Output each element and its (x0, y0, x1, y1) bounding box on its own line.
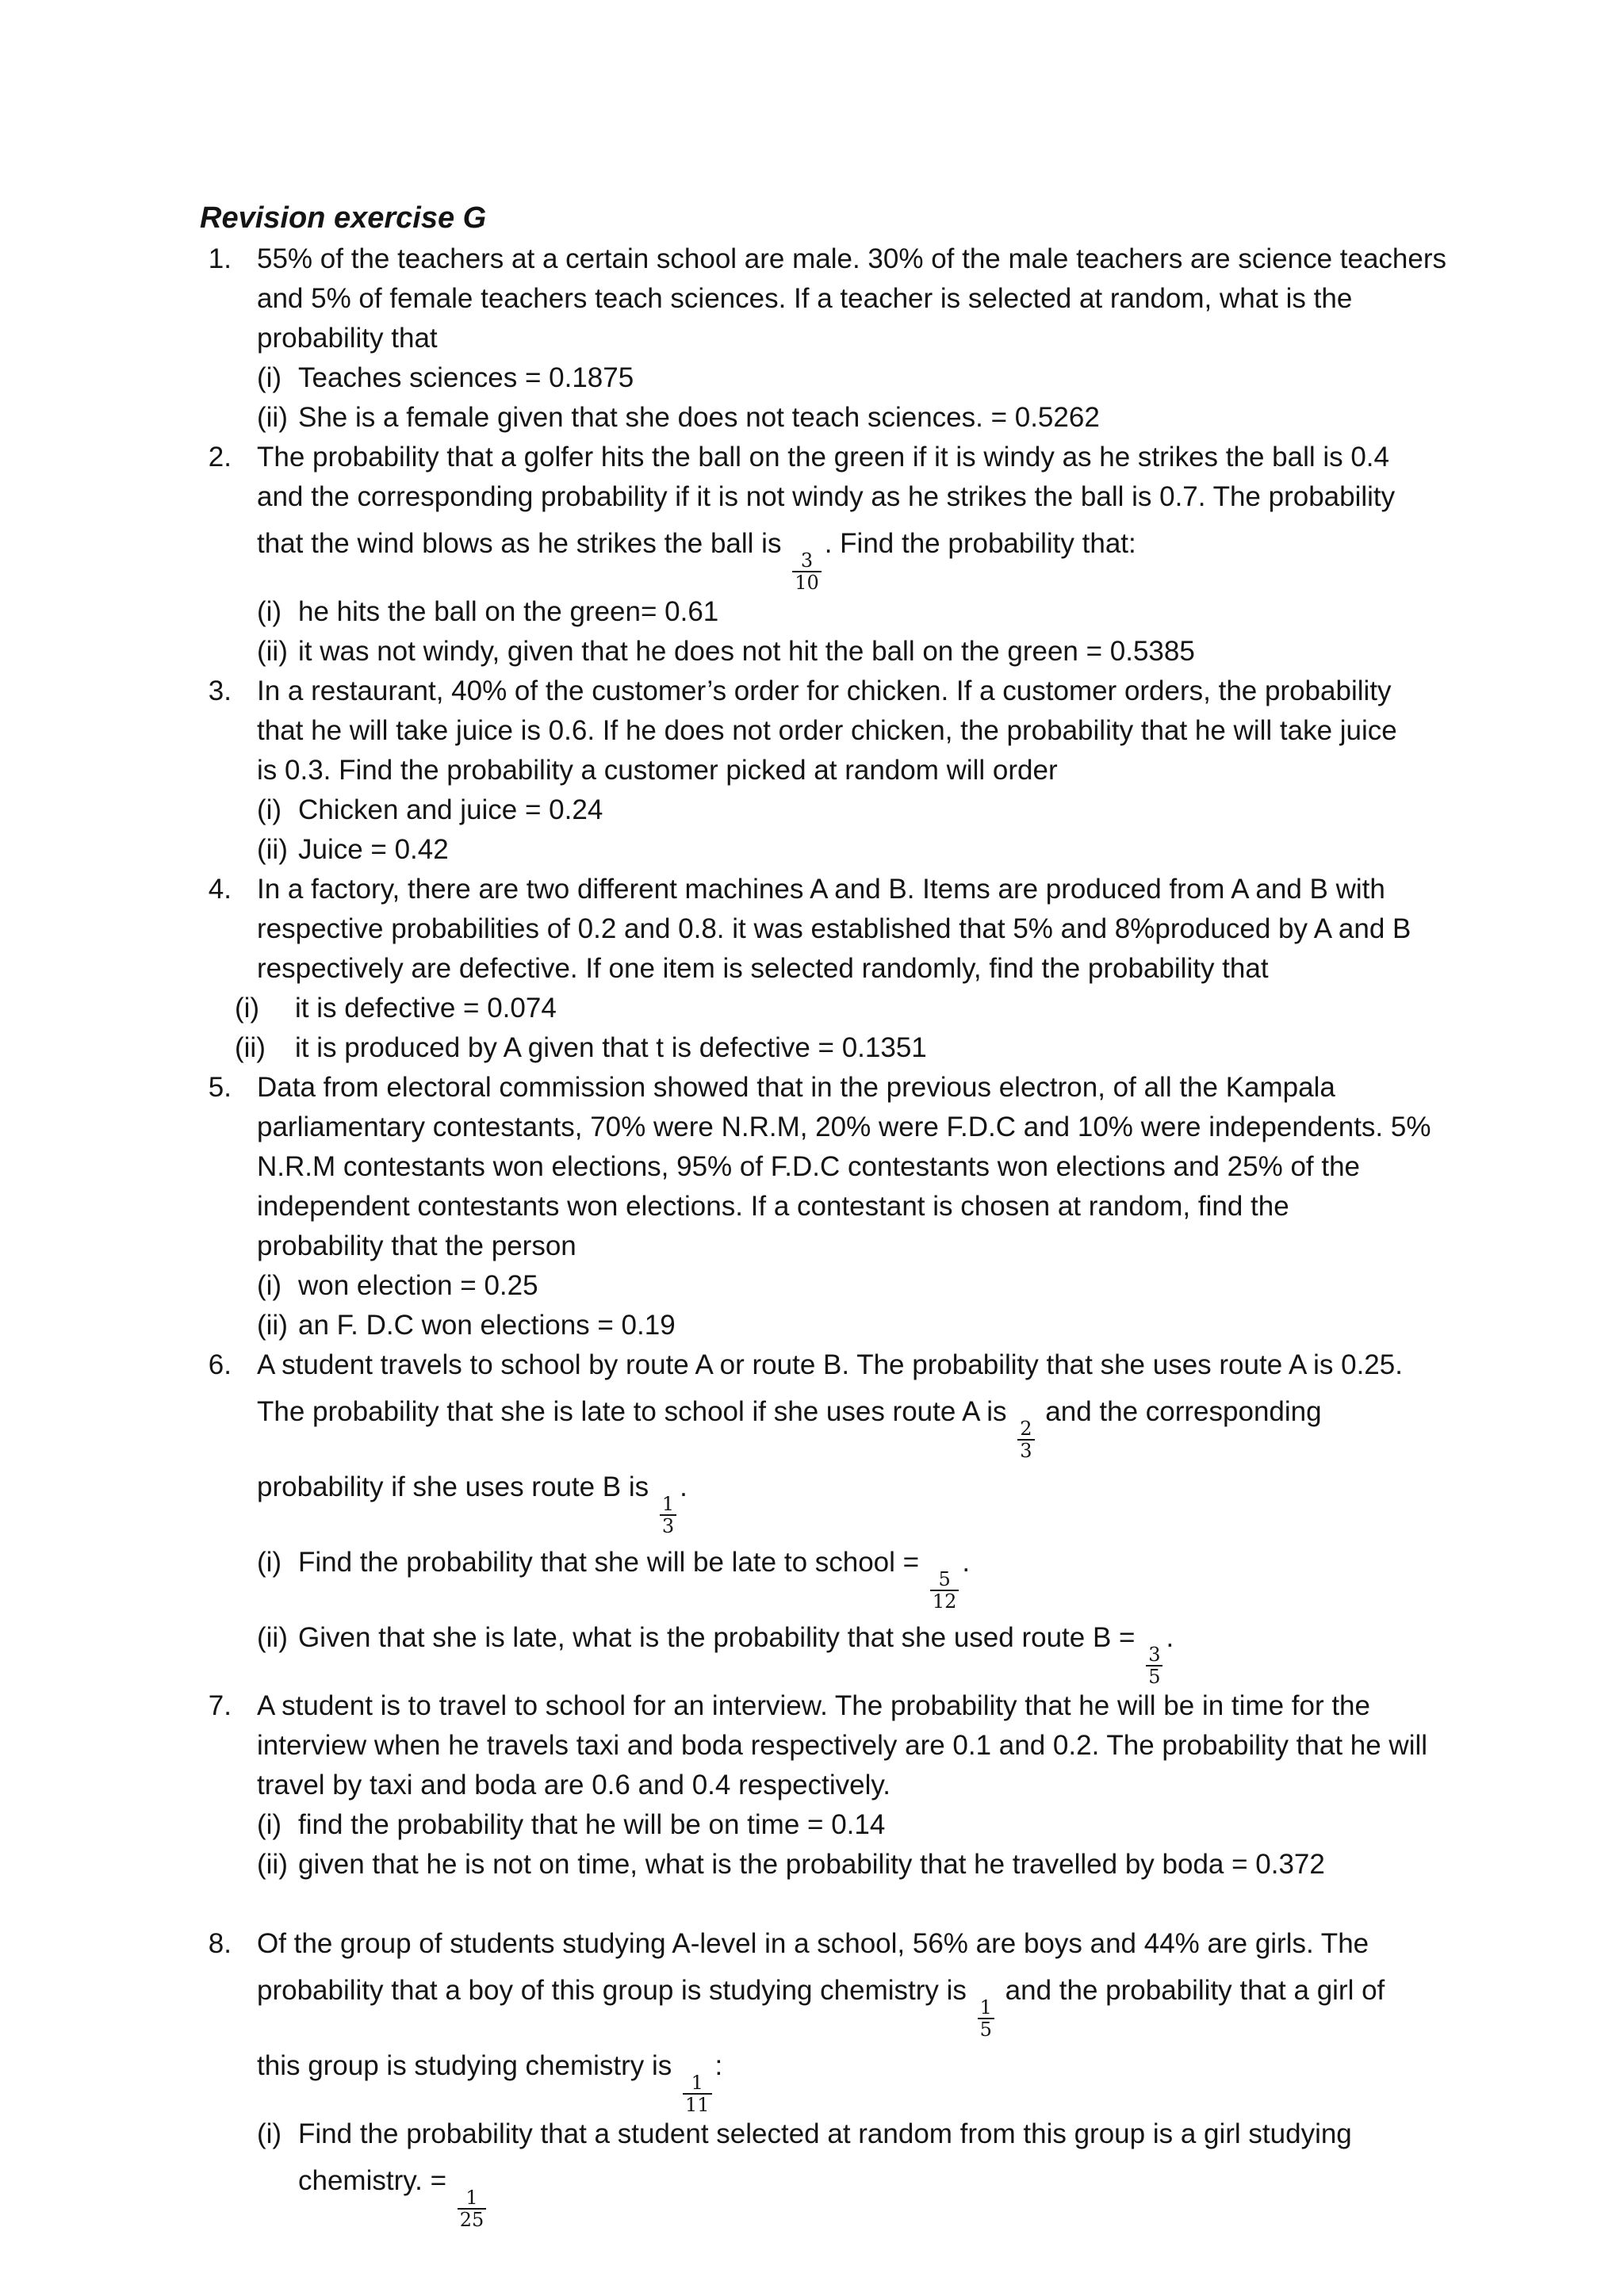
fraction: $\frac{1}{5}$ (978, 1998, 994, 2039)
question-text-line: that he will take juice is 0.6. If he does not order chicken, the probability that he will take juice (257, 715, 1397, 746)
question-part (200, 358, 1453, 398)
fraction: $\frac{5}{12}$ (930, 1570, 959, 1611)
part-text: it is produced by A given that t is defective = 0.1351 (295, 1032, 927, 1063)
part-marker: (ii) (257, 1310, 288, 1341)
question-text-line: respective probabilities of 0.2 and 0.8. it was established that 5% and 8%produced by A and B (257, 913, 1411, 944)
question-text-line: N.R.M contestants won elections, 95% of F.D.C contestants won elections and 25% of the (257, 1151, 1361, 1182)
question-number: 2. (208, 442, 232, 473)
question-number: 6. (208, 1349, 232, 1380)
question-text-line: In a restaurant, 40% of the customer’s order for chicken. If a customer orders, the probability (257, 675, 1392, 706)
question-text-line: probability that the person (257, 1230, 576, 1261)
question-text-line: independent contestants won elections. If a contestant is chosen at random, find the (257, 1191, 1289, 1222)
question-part (200, 1266, 1453, 1306)
part-marker: (i) (235, 993, 260, 1024)
part-marker: (ii) (257, 1622, 288, 1653)
exercise-page (200, 198, 1453, 2229)
question-text-line: is 0.3. Find the probability a customer picked at random will order (257, 755, 1058, 786)
question-part (200, 632, 1453, 672)
question-7 (200, 1686, 1453, 1805)
question-number: 4. (208, 874, 232, 905)
question-8 (200, 1924, 1453, 2114)
question-text-line: and the corresponding probability if it is not windy as he strikes the ball is 0.7. The probability (257, 481, 1396, 512)
question-text-line: The probability that a golfer hits the ball on the green if it is windy as he strikes the ball is 0.4 (257, 442, 1389, 473)
question-number: 1. (208, 243, 232, 274)
question-part: (ii) Given that she is late, what is the probability that she used route B = $\frac{3}{5}$ . (200, 1611, 1453, 1686)
question-4 (200, 870, 1453, 989)
question-number: 3. (208, 675, 232, 706)
part-text: it is defective = 0.074 (295, 993, 557, 1024)
part-text: he hits the ball on the green= 0.61 (298, 596, 719, 627)
fraction: $\frac{1}{25}$ (458, 2188, 487, 2229)
question-part (200, 1028, 1453, 1068)
part-marker: (ii) (235, 1032, 266, 1063)
part-text: Juice = 0.42 (298, 834, 449, 865)
part-text: it was not windy, given that he does not hit the ball on the green = 0.5385 (298, 636, 1195, 667)
part-text: given that he is not on time, what is the probability that he travelled by boda = 0.372 (298, 1849, 1325, 1880)
part-marker: (ii) (257, 402, 288, 433)
question-text-line: A student travels to school by route A or route B. The probability that she uses route A is 0.25. (257, 1349, 1403, 1380)
question-part (200, 790, 1453, 830)
question-part (200, 1845, 1453, 1885)
question-text-line: travel by taxi and boda are 0.6 and 0.4 respectively. (257, 1770, 891, 1800)
question-text-line: interview when he travels taxi and boda respectively are 0.1 and 0.2. The probability that he will (257, 1730, 1428, 1761)
spacer (200, 1885, 1453, 1924)
question-text-line: that the wind blows as he strikes the ball is $\frac{3}{10}$ . Find the probability that: (257, 528, 1136, 594)
part-marker: (ii) (257, 636, 288, 667)
question-part (200, 2114, 1453, 2229)
question-5 (200, 1068, 1453, 1266)
question-part (200, 989, 1453, 1028)
question-text-line: Data from electoral commission showed that in the previous electron, of all the Kampala (257, 1072, 1335, 1103)
part-marker: (i) (257, 1809, 282, 1840)
question-text-line: this group is studying chemistry is $\frac{1}{11}$ : (257, 2050, 723, 2116)
question-text-line: respectively are defective. If one item is selected randomly, find the probability that (257, 953, 1269, 984)
part-text: won election = 0.25 (298, 1270, 538, 1301)
exercise-title: Revision exercise G (200, 201, 487, 235)
question-part (200, 398, 1453, 438)
part-text: Chicken and juice = 0.24 (298, 794, 603, 825)
part-marker: (ii) (257, 1849, 288, 1880)
question-number: 8. (208, 1928, 232, 1959)
question-part (200, 830, 1453, 870)
question-number: 7. (208, 1690, 232, 1721)
question-part (200, 1805, 1453, 1845)
question-number: 5. (208, 1072, 232, 1103)
question-3 (200, 672, 1453, 790)
part-text: an F. D.C won elections = 0.19 (298, 1310, 676, 1341)
question-part (200, 592, 1453, 632)
question-text-line: In a factory, there are two different machines A and B. Items are produced from A and B with (257, 874, 1385, 905)
question-text-line: probability that a boy of this group is studying chemistry is $\frac{1}{5}$ and the probability that a girl of (257, 1975, 1385, 2041)
part-marker: (i) (257, 1270, 282, 1301)
part-marker: (i) (257, 1547, 282, 1578)
question-1 (200, 239, 1453, 358)
fraction: $\frac{2}{3}$ (1017, 1419, 1034, 1460)
part-text: chemistry. = $\frac{1}{25}$ (298, 2154, 1453, 2229)
question-text-line: probability if she uses route B is $\frac{1}{3}$ . (257, 1471, 688, 1537)
part-text: She is a female given that she does not teach sciences. = 0.5262 (298, 402, 1100, 433)
part-marker: (i) (257, 794, 282, 825)
part-text: Given that she is late, what is the probability that she used route B = (298, 1622, 1136, 1653)
part-marker: (i) (257, 2118, 282, 2149)
part-marker: (i) (257, 362, 282, 393)
part-text: Find the probability that a student selected at random from this group is a girl studying (298, 2118, 1352, 2149)
part-text: Find the probability that she will be late to school = (298, 1547, 920, 1578)
part-marker: (i) (257, 596, 282, 627)
question-text-line: Of the group of students studying A-level in a school, 56% are boys and 44% are girls. The (257, 1928, 1369, 1959)
question-2 (200, 438, 1453, 592)
fraction: $\frac{3}{10}$ (792, 551, 822, 592)
fraction: $\frac{3}{5}$ (1146, 1645, 1162, 1686)
question-part: (i) Find the probability that she will be late to school = $\frac{5}{12}$ . (200, 1536, 1453, 1611)
question-6 (200, 1345, 1453, 1536)
question-text-line: 55% of the teachers at a certain school are male. 30% of the male teachers are science teachers (257, 243, 1446, 274)
part-text: Teaches sciences = 0.1875 (298, 362, 634, 393)
question-text-line: parliamentary contestants, 70% were N.R.M, 20% were F.D.C and 10% were independents. 5% (257, 1112, 1431, 1142)
question-text-line: The probability that she is late to school if she uses route A is $\frac{2}{3}$ and the corresponding (257, 1396, 1322, 1462)
question-part (200, 1306, 1453, 1345)
part-text: find the probability that he will be on time = 0.14 (298, 1809, 886, 1840)
fraction: $\frac{1}{3}$ (660, 1494, 676, 1536)
question-text-line: A student is to travel to school for an interview. The probability that he will be in time for the (257, 1690, 1370, 1721)
question-text-line: and 5% of female teachers teach sciences. If a teacher is selected at random, what is the (257, 283, 1353, 314)
part-marker: (ii) (257, 834, 288, 865)
question-text-line: probability that (257, 323, 438, 354)
fraction: $\frac{1}{11}$ (683, 2073, 712, 2114)
